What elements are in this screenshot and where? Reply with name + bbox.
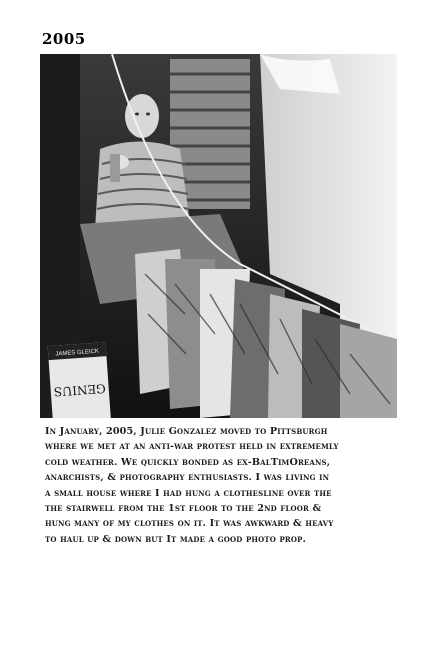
caption-line: the stairwell from the 1st floor to the 2nd floor & xyxy=(45,503,322,515)
caption-line: where we met at an anti-war protest held in extrememly xyxy=(45,441,339,453)
caption xyxy=(45,424,401,547)
photograph xyxy=(40,54,397,418)
caption-line: to haul up & down but It made a good photo prop. xyxy=(45,533,307,545)
caption-line: hung many of my clothes on it. It was awkward & heavy xyxy=(45,518,334,530)
photo-scene xyxy=(40,54,397,418)
book-title: GENIUS xyxy=(53,381,107,399)
caption-line: In January, 2005, Julie Gonzalez moved to Pittsburgh xyxy=(45,426,328,437)
year-heading: 2005 xyxy=(42,30,86,48)
caption-line: a small house where I had hung a clothesline over the xyxy=(45,487,332,499)
caption-line: cold weather. We quickly bonded as ex-BalTimOreans, xyxy=(45,456,331,468)
book-author: JAMES GLEICK xyxy=(55,348,100,358)
caption-line: anarchists, & photography enthusiasts. I was living in xyxy=(45,472,330,484)
